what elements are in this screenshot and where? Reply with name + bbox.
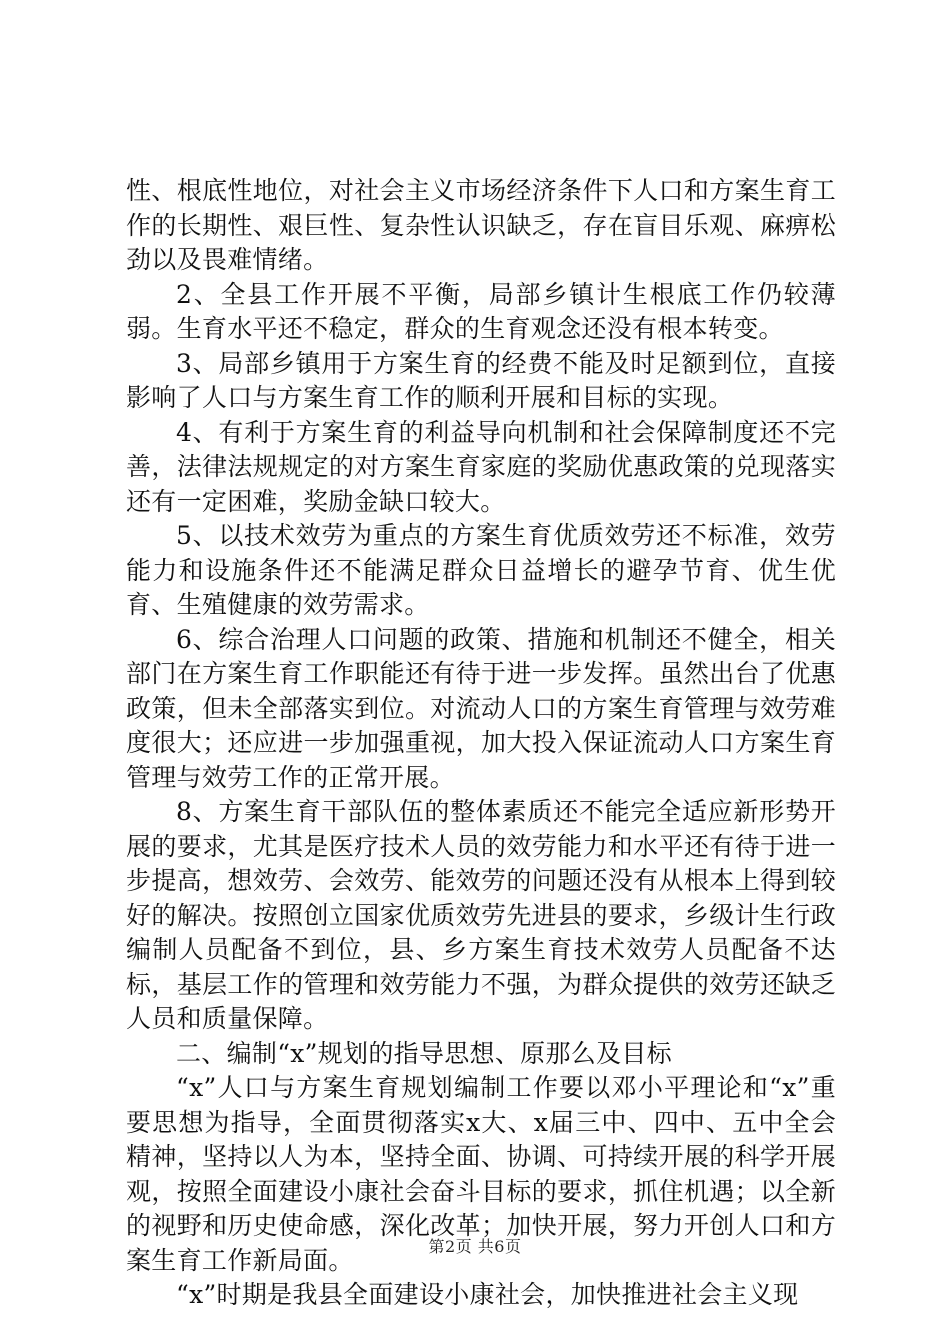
paragraph: 性、根底性地位，对社会主义市场经济条件下人口和方案生育工作的长期性、艰巨性、复杂性认识缺乏，存在盲目乐观、麻痹松劲以及畏难情绪。 (126, 176, 836, 274)
page-number: 第2页 共6页 (428, 1237, 522, 1256)
paragraph: “x”人口与方案生育规划编制工作要以邓小平理论和“x”重要思想为指导，全面贯彻落实x大、x届三中、四中、五中全会精神，坚持以人为本，坚持全面、协调、可持续开展的科学开展观，按照全面建设小康社会奋斗目标的要求，抓住机遇；以全新的视野和历史使命感，深化改革；加快开展，努力开创人口和方案生育工作新局面。 (126, 1073, 836, 1275)
page-footer (0, 1234, 950, 1257)
paragraph: 3、局部乡镇用于方案生育的经费不能及时足额到位，直接影响了人口与方案生育工作的顺利开展和目标的实现。 (126, 348, 836, 412)
paragraph: 4、有利于方案生育的利益导向机制和社会保障制度还不完善，法律法规规定的对方案生育家庭的奖励优惠政策的兑现落实还有一定困难，奖励金缺口较大。 (126, 417, 836, 516)
paragraph: 6、综合治理人口问题的政策、措施和机制还不健全，相关部门在方案生育工作职能还有待于进一步发挥。虽然出台了优惠政策，但未全部落实到位。对流动人口的方案生育管理与效劳难度很大；还应进一步加强重视，加大投入保证流动人口方案生育管理与效劳工作的正常开展。 (126, 624, 836, 792)
document-body (126, 174, 836, 1313)
section-heading: 二、编制“x”规划的指导思想、原那么及目标 (176, 1038, 672, 1068)
paragraph: 8、方案生育干部队伍的整体素质还不能完全适应新形势开展的要求，尤其是医疗技术人员的效劳能力和水平还有待于进一步提高，想效劳、会效劳、能效劳的问题还没有从根本上得到较好的解决。按照创立国家优质效劳先进县的要求，乡级计生行政编制人员配备不到位，县、乡方案生育技术效劳人员配备不达标，基层工作的管理和效劳能力不强，为群众提供的效劳还缺乏人员和质量保障。 (126, 797, 836, 1033)
paragraph: 2、全县工作开展不平衡，局部乡镇计生根底工作仍较薄弱。生育水平还不稳定，群众的生育观念还没有根本转变。 (126, 279, 836, 343)
paragraph: “x”时期是我县全面建设小康社会，加快推进社会主义现 (176, 1280, 799, 1309)
paragraph: 5、以技术效劳为重点的方案生育优质效劳还不标准，效劳能力和设施条件还不能满足群众日益增长的避孕节育、优生优育、生殖健康的效劳需求。 (126, 521, 836, 619)
